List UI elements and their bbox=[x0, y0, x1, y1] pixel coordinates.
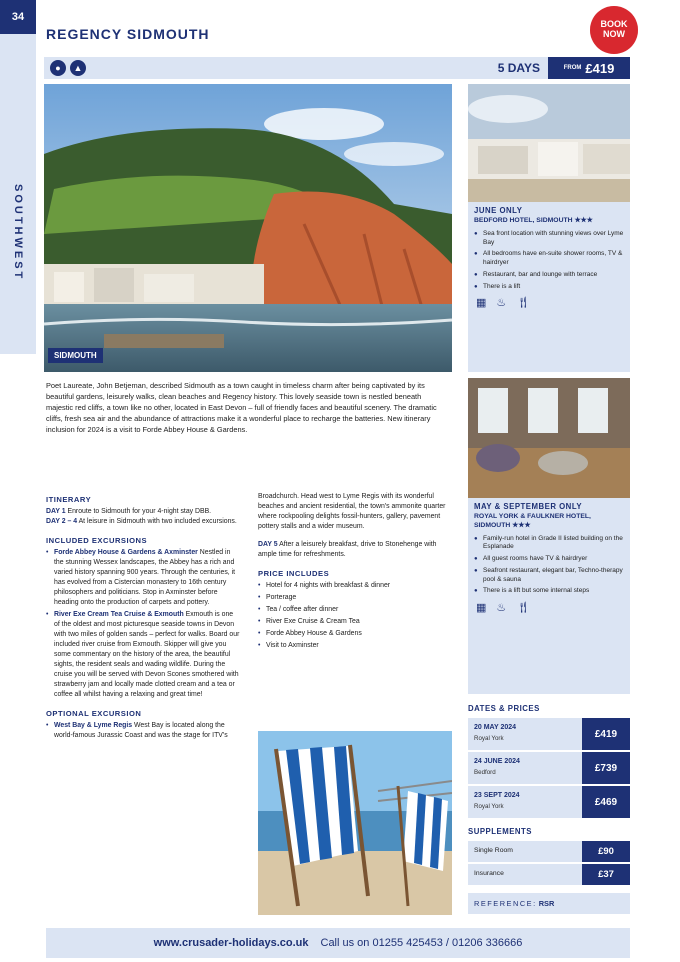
date-row-date: 24 JUNE 2024 bbox=[474, 758, 520, 765]
price-includes-item: • Hotel for 4 nights with breakfast & dinner bbox=[258, 581, 452, 591]
price-includes-item: • Visit to Axminster bbox=[258, 641, 452, 651]
bedford-hotel-photo bbox=[468, 84, 630, 202]
hotel2-feature: ● There is a lift but some internal steps bbox=[474, 587, 624, 596]
day1-text: Enroute to Sidmouth for your 4-night stay DBB. bbox=[67, 508, 212, 515]
sidmouth-cliffs-photo bbox=[44, 84, 452, 372]
date-row-date: 23 SEPT 2024 bbox=[474, 792, 520, 799]
itinerary-day1 bbox=[46, 507, 240, 517]
lift-icon: ▦ bbox=[476, 297, 487, 310]
hotel2-feature: ● Family-run hotel in Grade II listed building on the Esplanade bbox=[474, 535, 624, 553]
dates-heading: DATES & PRICES bbox=[468, 704, 540, 713]
info-bar bbox=[44, 57, 630, 79]
mid-column bbox=[258, 492, 452, 653]
date-row-price: £469 bbox=[582, 786, 630, 818]
reference-code: RSR bbox=[538, 899, 555, 908]
date-row-price: £739 bbox=[582, 752, 630, 784]
intro-paragraph: Poet Laureate, John Betjeman, described Sidmouth as a town caught in timeless charm after being captivated by its beautiful gardens, leisurely walks, clean beaches and Regency history. This lovely seaside town is nestled beneath majestic red cliffs, a town like no other, located in East Devon – full of friendly faces and beautiful scenery. The dramatic cliffs, fresh sea air and the abundance of attractions make it a wonderful place to recharge the batteries. New itinerary inclusion for 2024 is a visit to Forde Abbey House & Gardens. bbox=[46, 381, 437, 435]
hotel1-feature: ● Sea front location with stunning views over Lyme Bay bbox=[474, 230, 624, 248]
book-now-line2: NOW bbox=[603, 29, 625, 39]
price-includes-item: • Forde Abbey House & Gardens bbox=[258, 629, 452, 639]
hotel1-feature: ● Restaurant, bar and lounge with terrace bbox=[474, 271, 624, 280]
hotel2-feature: ● Seafront restaurant, elegant bar, Techno-therapy pool & sauna bbox=[474, 567, 624, 585]
hotel2-heading: MAY & SEPTEMBER ONLY bbox=[474, 502, 583, 511]
book-now-badge[interactable] bbox=[590, 6, 638, 54]
restaurant-icon: 🍴︎ bbox=[516, 297, 531, 310]
price-includes-item: • River Exe Cruise & Cream Tea bbox=[258, 617, 452, 627]
itinerary-heading: ITINERARY bbox=[46, 495, 92, 504]
included-item-text: Exmouth is one of the oldest and most picturesque seaside towns in Devon with two miles of golden sands – perfect for walks. Board our included river cruise from Exmouth. Skipper will give you some commentary on the history of the area, the beautiful sights, the resident seals and wading wildlife. During the cruise you will be served with Devon Scones smothered with strawberry jam and locally made clotted cream and a tea or coffee all whilst having a relaxing and great time! bbox=[54, 611, 240, 698]
royal-york-hotel-box bbox=[468, 498, 630, 694]
date-row-hotel: Royal York bbox=[474, 803, 504, 810]
included-heading: INCLUDED EXCURSIONS bbox=[46, 536, 148, 545]
bedford-hotel-box bbox=[468, 202, 630, 372]
phone-numbers: Call us on 01255 425453 / 01206 336666 bbox=[320, 937, 523, 949]
hotel2-amenities bbox=[468, 599, 630, 619]
hotel2-name: ROYAL YORK & FAULKNER HOTEL, SIDMOUTH ★★★ bbox=[474, 513, 591, 529]
date-row-hotel: Bedford bbox=[474, 769, 496, 776]
supplement-label: Insurance bbox=[474, 870, 504, 877]
price-includes-heading: PRICE INCLUDES bbox=[258, 569, 330, 578]
supplement-row bbox=[468, 841, 630, 862]
book-now-line1: BOOK bbox=[600, 19, 628, 30]
reference-box bbox=[468, 893, 630, 914]
optional-heading: OPTIONAL EXCURSION bbox=[46, 709, 142, 718]
day5-label: DAY 5 bbox=[258, 541, 278, 548]
price-from-label: FROM bbox=[563, 65, 582, 71]
included-item-title: Forde Abbey House & Gardens & Axminster bbox=[54, 549, 198, 556]
hotel1-amenities bbox=[468, 294, 630, 314]
price-includes-item: • Porterage bbox=[258, 593, 452, 603]
price-from-box bbox=[548, 57, 630, 79]
coach-icon: ● bbox=[50, 60, 66, 76]
date-row-hotel: Royal York bbox=[474, 735, 504, 742]
day1-label: DAY 1 bbox=[46, 508, 66, 515]
lift-icon: ▦ bbox=[476, 602, 487, 615]
day2-text: At leisure in Sidmouth with two included excursions. bbox=[78, 518, 237, 525]
spa-icon: ♨ bbox=[496, 602, 507, 615]
price-from-value: £419 bbox=[585, 60, 615, 76]
hotel1-feature: ● There is a lift bbox=[474, 283, 624, 292]
optional-item bbox=[46, 721, 240, 741]
hotel1-feature: ● All bedrooms have en-suite shower rooms, TV & hairdryer bbox=[474, 250, 624, 268]
optional-item-title: West Bay & Lyme Regis bbox=[54, 722, 133, 729]
hotel1-name: BEDFORD HOTEL, SIDMOUTH ★★★ bbox=[474, 217, 593, 224]
hotel2-feature: ● All guest rooms have TV & hairdryer bbox=[474, 555, 624, 564]
day5-text: After a leisurely breakfast, drive to Stonehenge with ample time for refreshments. bbox=[258, 541, 437, 558]
spa-icon: ♨ bbox=[496, 297, 507, 310]
date-row bbox=[468, 752, 630, 784]
price-includes-item: • Tea / coffee after dinner bbox=[258, 605, 452, 615]
royal-york-hotel-photo bbox=[468, 378, 630, 498]
itinerary-column bbox=[46, 494, 240, 743]
hotel1-heading: JUNE ONLY bbox=[474, 206, 523, 215]
optional-continued: Broadchurch. Head west to Lyme Regis with its wonderful beaches and ancient residential, the town's ammonite quarter where rockpooling delights fossil-hunters, gallery, pavement pottery stalls and a wider museum. bbox=[258, 493, 446, 530]
supplements-heading: SUPPLEMENTS bbox=[468, 827, 532, 836]
restaurant-icon: 🍴︎ bbox=[516, 602, 531, 615]
itinerary-day5 bbox=[258, 540, 452, 560]
included-item bbox=[46, 610, 240, 700]
photo-caption-tag: SIDMOUTH bbox=[48, 348, 103, 363]
date-row bbox=[468, 718, 630, 750]
duration-days: 5 DAYS bbox=[497, 61, 540, 75]
supplement-row bbox=[468, 864, 630, 885]
included-item-text: Nestled in the stunning Wessex landscapes, the Abbey has a rich and varied history spanning 900 years. Through the centuries, it has evolved from a Cistercian monastery to 16th century philosophers and politicians. Stop in Axminster before heading onto the production of carpets and pottery. bbox=[54, 549, 236, 606]
hotel2-features bbox=[468, 535, 630, 597]
region-strip bbox=[0, 34, 36, 354]
date-row bbox=[468, 786, 630, 818]
itinerary-day2 bbox=[46, 517, 240, 527]
region-label: SOUTHWEST bbox=[12, 184, 24, 282]
date-row-price: £419 bbox=[582, 718, 630, 750]
supplement-price: £37 bbox=[582, 864, 630, 885]
page-title: REGENCY SIDMOUTH bbox=[46, 26, 210, 42]
included-item bbox=[46, 548, 240, 608]
reference-label: REFERENCE: bbox=[474, 899, 537, 908]
supplement-price: £90 bbox=[582, 841, 630, 862]
travel-icon: ▲ bbox=[70, 60, 86, 76]
footer bbox=[46, 928, 630, 958]
website-link[interactable]: www.crusader-holidays.co.uk bbox=[153, 937, 309, 949]
deckchair-photo bbox=[258, 731, 452, 915]
hotel1-features bbox=[468, 230, 630, 292]
included-item-title: River Exe Cream Tea Cruise & Exmouth bbox=[54, 611, 184, 618]
optional-item-text: West Bay is located along the world-famous Jurassic Coast and was the stage for ITV's bbox=[54, 722, 228, 739]
supplement-label: Single Room bbox=[474, 847, 513, 854]
day2-label: DAY 2 – 4 bbox=[46, 518, 78, 525]
date-row-date: 20 MAY 2024 bbox=[474, 724, 517, 731]
page-number: 34 bbox=[0, 0, 36, 34]
